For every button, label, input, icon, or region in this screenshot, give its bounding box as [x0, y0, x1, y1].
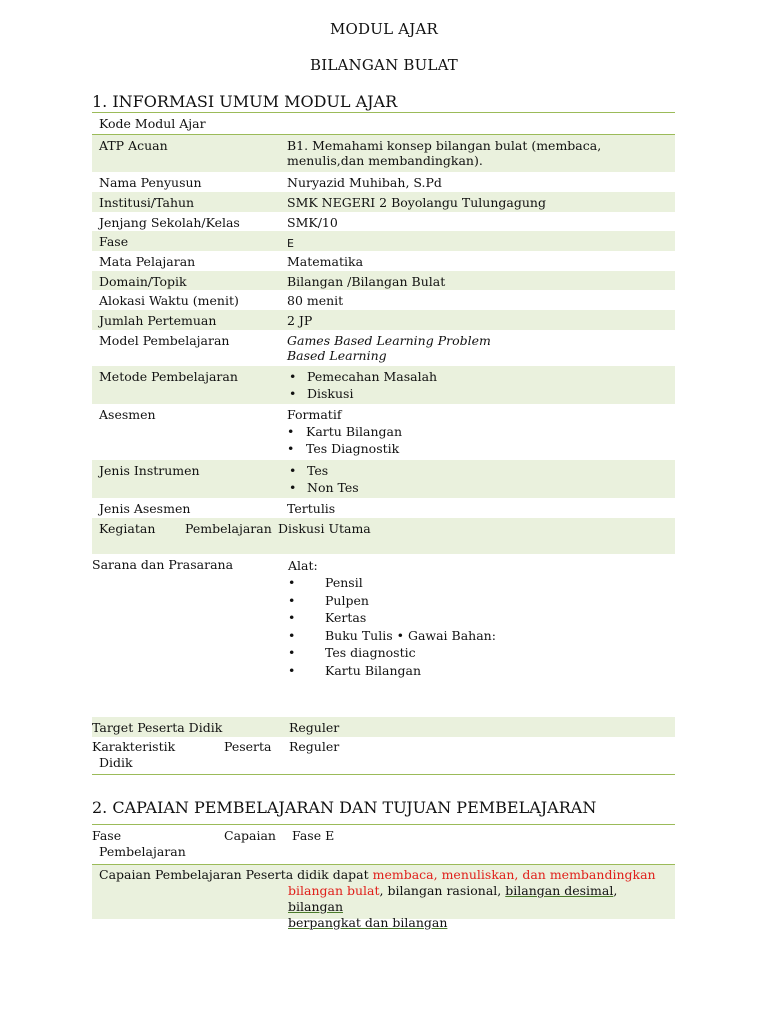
- row-karakteristik: [92, 737, 675, 773]
- jenjang-value: SMK/10: [287, 215, 338, 230]
- jumlah-label: Jumlah Pertemuan: [99, 313, 217, 328]
- row-atp: [92, 135, 675, 172]
- capaian-text-cont: [288, 883, 667, 931]
- instrumen-list: [287, 462, 672, 496]
- mapel-label: Mata Pelajaran: [99, 254, 196, 269]
- cp-highlight: bilangan bulat: [288, 883, 380, 898]
- metode-label: Metode Pembelajaran: [99, 369, 238, 384]
- section-1-heading: 1. INFORMASI UMUM MODUL AJAR: [92, 92, 398, 111]
- kode-label: Kode Modul Ajar: [99, 116, 206, 131]
- list-item: • Buku Tulis • Gawai Bahan:: [288, 627, 668, 645]
- row-institusi: [92, 192, 675, 212]
- list-item: • Tes Diagnostik: [285, 440, 672, 457]
- table-bottom-rule: [92, 774, 675, 775]
- karakter-label: Karakteristik: [92, 739, 176, 754]
- institusi-value: SMK NEGERI 2 Boyolangu Tulungagung: [287, 195, 546, 210]
- atp-value: B1. Memahami konsep bilangan bulat (membaca, menulis,dan membandingkan).: [287, 138, 602, 168]
- row-jenis-asesmen: [92, 498, 675, 518]
- list-item: • Pulpen: [288, 592, 668, 610]
- kegiatan-label-2: Pembelajaran: [185, 521, 272, 536]
- jenis-asesmen-label: Jenis Asesmen: [99, 501, 191, 516]
- model-value: Games Based Learning Problem Based Learning: [287, 333, 491, 363]
- row-kode-modul: [92, 113, 675, 134]
- fase-value: E: [287, 237, 294, 250]
- cp-fase-value: Fase E: [292, 828, 335, 843]
- domain-value: Bilangan /Bilangan Bulat: [287, 274, 446, 289]
- sarana-list: [288, 557, 668, 679]
- row-kegiatan-pembelajaran: [92, 518, 675, 554]
- atp-label: ATP Acuan: [99, 138, 168, 153]
- kegiatan-label: Kegiatan: [99, 521, 156, 536]
- target-value: Reguler: [289, 720, 340, 735]
- document-title: MODUL AJAR: [329, 20, 439, 38]
- metode-list: [287, 368, 672, 402]
- cp-underlined: berpangkat dan bilangan: [288, 915, 448, 930]
- kegiatan-value: Diskusi Utama: [278, 521, 371, 536]
- cp-text: ,: [613, 883, 618, 898]
- list-item: • Kertas: [288, 609, 668, 627]
- row-fase: [92, 231, 675, 251]
- target-label: Target Peserta Didik: [92, 720, 223, 735]
- nama-value: Nuryazid Muhibah, S.Pd: [287, 175, 442, 190]
- document-subtitle: BILANGAN BULAT: [309, 56, 459, 74]
- row-mata-pelajaran: [92, 251, 675, 271]
- row-fase-capaian: [92, 826, 675, 863]
- nama-label: Nama Penyusun: [99, 175, 202, 190]
- sarana-label: Sarana dan Prasarana: [92, 557, 234, 572]
- asesmen-head: Formatif: [287, 407, 342, 422]
- asesmen-label: Asesmen: [99, 407, 156, 422]
- list-item: • Non Tes: [287, 479, 672, 496]
- list-item: • Tes diagnostic: [288, 644, 668, 662]
- asesmen-list: [287, 406, 672, 457]
- row-jenis-instrumen: [92, 460, 675, 498]
- fase-label: Fase: [99, 234, 129, 249]
- model-label: Model Pembelajaran: [99, 333, 230, 348]
- list-item: • Kartu Bilangan: [288, 662, 668, 680]
- row-nama-penyusun: [92, 172, 675, 192]
- row-metode-pembelajaran: [92, 366, 675, 404]
- row-domain-topik: [92, 271, 675, 290]
- cp-fase-label-2: Capaian: [224, 828, 276, 843]
- jenis-asesmen-value: Tertulis: [287, 501, 336, 516]
- cp-text: Capaian Pembelajaran Peserta didik dapat: [99, 867, 373, 882]
- row-alokasi-waktu: [92, 290, 675, 310]
- list-item: • Kartu Bilangan: [285, 423, 672, 440]
- row-jenjang: [92, 212, 675, 231]
- jumlah-value: 2 JP: [287, 313, 313, 328]
- cp-highlight: membaca, menuliskan, dan membandingkan: [372, 867, 656, 882]
- cp-fase-label: Fase: [92, 828, 122, 843]
- domain-label: Domain/Topik: [99, 274, 187, 289]
- row-model-pembelajaran: [92, 330, 675, 366]
- row-target-peserta: [92, 717, 675, 737]
- cp-underlined: bilangan: [288, 899, 344, 914]
- list-item: • Pemecahan Masalah: [287, 368, 672, 385]
- row-sarana-prasarana: [92, 556, 675, 696]
- karakter-value: Reguler: [289, 739, 340, 754]
- sarana-head: Alat:: [288, 558, 318, 573]
- cp-text: , bilangan rasional,: [379, 883, 506, 898]
- list-item: • Pensil: [288, 574, 668, 592]
- institusi-label: Institusi/Tahun: [99, 195, 195, 210]
- capaian-text: [99, 867, 667, 883]
- section-2-heading: 2. CAPAIAN PEMBELAJARAN DAN TUJUAN PEMBELAJARAN: [92, 798, 597, 817]
- row-asesmen: [92, 404, 675, 460]
- cp-underlined: bilangan desimal: [505, 883, 614, 898]
- karakter-label-2: Peserta: [224, 739, 272, 754]
- mapel-value: Matematika: [287, 254, 364, 269]
- karakter-label-3: Didik: [99, 755, 133, 770]
- section-2-rule: [92, 824, 675, 825]
- row-capaian-pembelajaran: [92, 865, 675, 930]
- alokasi-value: 80 menit: [287, 293, 344, 308]
- cp-fase-label-3: Pembelajaran: [99, 844, 186, 859]
- instrumen-label: Jenis Instrumen: [99, 463, 200, 478]
- jenjang-label: Jenjang Sekolah/Kelas: [99, 215, 240, 230]
- row-jumlah-pertemuan: [92, 310, 675, 330]
- list-item: • Diskusi: [287, 385, 672, 402]
- alokasi-label: Alokasi Waktu (menit): [99, 293, 239, 308]
- list-item: • Tes: [287, 462, 672, 479]
